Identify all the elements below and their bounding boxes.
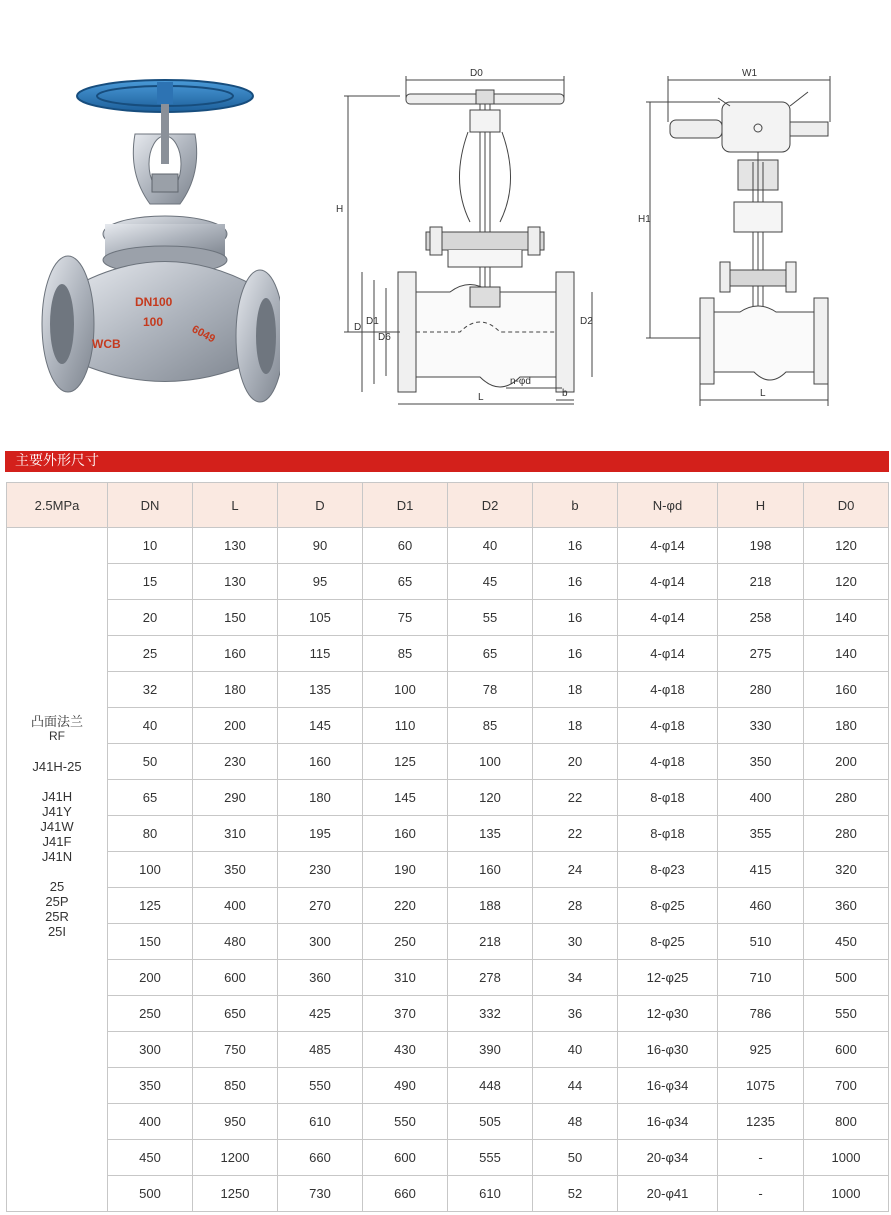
cell-d2: 390 [448, 1032, 533, 1068]
cell-d: 660 [278, 1140, 363, 1176]
model-cell [7, 528, 108, 1212]
table-row [7, 816, 889, 852]
cell-l: 1200 [193, 1140, 278, 1176]
cell-n-phi-d: 8-φ18 [618, 780, 718, 816]
cell-d: 550 [278, 1068, 363, 1104]
cell-h: 925 [718, 1032, 804, 1068]
cell-dn: 250 [108, 996, 193, 1032]
cell-n-phi-d: 16-φ34 [618, 1104, 718, 1140]
cell-d: 115 [278, 636, 363, 672]
cell-d0: 500 [804, 960, 889, 996]
cell-d1: 110 [363, 708, 448, 744]
cell-n-phi-d: 4-φ14 [618, 564, 718, 600]
cell-d1: 600 [363, 1140, 448, 1176]
cell-dn: 32 [108, 672, 193, 708]
cell-n-phi-d: 4-φ14 [618, 528, 718, 564]
cell-b: 50 [533, 1140, 618, 1176]
manual-valve-drawing [330, 62, 610, 422]
cell-d2: 448 [448, 1068, 533, 1104]
model-line: 25I [47, 924, 67, 939]
cell-d2: 120 [448, 780, 533, 816]
label-d0: D0 [470, 68, 483, 79]
header-d2: D2 [448, 483, 533, 528]
table-row [7, 1032, 889, 1068]
cell-l: 950 [193, 1104, 278, 1140]
cell-d0: 200 [804, 744, 889, 780]
cell-d: 195 [278, 816, 363, 852]
cell-d1: 490 [363, 1068, 448, 1104]
cell-n-phi-d: 12-φ25 [618, 960, 718, 996]
cell-d0: 600 [804, 1032, 889, 1068]
cell-b: 20 [533, 744, 618, 780]
marking-dn: DN100 [135, 295, 173, 309]
cell-l: 400 [193, 888, 278, 924]
product-figures [0, 0, 891, 440]
model-gap [7, 864, 107, 879]
cell-d2: 505 [448, 1104, 533, 1140]
table-row [7, 996, 889, 1032]
cell-dn: 450 [108, 1140, 193, 1176]
cell-h: 330 [718, 708, 804, 744]
cell-dn: 500 [108, 1176, 193, 1212]
cell-dn: 50 [108, 744, 193, 780]
cell-d: 730 [278, 1176, 363, 1212]
cell-d1: 250 [363, 924, 448, 960]
label-h1: H1 [638, 214, 651, 225]
cell-d1: 220 [363, 888, 448, 924]
table-body [7, 528, 889, 1212]
cell-l: 130 [193, 528, 278, 564]
table-row [7, 780, 889, 816]
cell-h: - [718, 1176, 804, 1212]
label-d: D [354, 322, 362, 333]
cell-d2: 188 [448, 888, 533, 924]
cell-d: 180 [278, 780, 363, 816]
cell-dn: 20 [108, 600, 193, 636]
cell-dn: 300 [108, 1032, 193, 1068]
cell-d: 360 [278, 960, 363, 996]
cell-n-phi-d: 16-φ30 [618, 1032, 718, 1068]
model-line: J41H-25 [32, 759, 82, 774]
cell-n-phi-d: 20-φ34 [618, 1140, 718, 1176]
cell-h: 218 [718, 564, 804, 600]
cell-h: 460 [718, 888, 804, 924]
cell-b: 36 [533, 996, 618, 1032]
cell-l: 850 [193, 1068, 278, 1104]
cell-d0: 550 [804, 996, 889, 1032]
cell-d1: 550 [363, 1104, 448, 1140]
table-row [7, 924, 889, 960]
model-line: 25R [45, 909, 69, 924]
cell-h: 1075 [718, 1068, 804, 1104]
table-row [7, 672, 889, 708]
cell-b: 18 [533, 672, 618, 708]
label-bolt: n-φd [510, 376, 531, 387]
cell-h: 710 [718, 960, 804, 996]
cell-h: 355 [718, 816, 804, 852]
cell-b: 18 [533, 708, 618, 744]
cell-h: 350 [718, 744, 804, 780]
cell-d2: 100 [448, 744, 533, 780]
cell-l: 180 [193, 672, 278, 708]
cell-l: 200 [193, 708, 278, 744]
cell-dn: 10 [108, 528, 193, 564]
cell-l: 160 [193, 636, 278, 672]
table-row [7, 1176, 889, 1212]
cell-dn: 100 [108, 852, 193, 888]
model-line: J41Y [42, 804, 72, 819]
cell-d: 160 [278, 744, 363, 780]
cell-l: 600 [193, 960, 278, 996]
section-title: 主要外形尺寸 [5, 451, 889, 472]
cell-d0: 700 [804, 1068, 889, 1104]
header-dn: DN [108, 483, 193, 528]
model-line: J41N [41, 849, 73, 864]
cell-h: 786 [718, 996, 804, 1032]
table-row [7, 744, 889, 780]
model-line: 25P [45, 894, 69, 909]
cell-d1: 310 [363, 960, 448, 996]
marking-material: WCB [92, 337, 121, 351]
cell-d0: 320 [804, 852, 889, 888]
label-d6: D6 [378, 332, 391, 343]
cell-d: 135 [278, 672, 363, 708]
cell-l: 150 [193, 600, 278, 636]
header-b: b [533, 483, 618, 528]
cell-d: 95 [278, 564, 363, 600]
label-w1: W1 [742, 68, 757, 79]
cell-d2: 65 [448, 636, 533, 672]
valve-photo [40, 74, 280, 414]
cell-dn: 40 [108, 708, 193, 744]
cell-l: 480 [193, 924, 278, 960]
cell-n-phi-d: 8-φ25 [618, 888, 718, 924]
cell-d1: 430 [363, 1032, 448, 1068]
cell-n-phi-d: 4-φ14 [618, 636, 718, 672]
cell-b: 28 [533, 888, 618, 924]
cell-d0: 120 [804, 528, 889, 564]
cell-d0: 140 [804, 600, 889, 636]
cell-b: 44 [533, 1068, 618, 1104]
cell-d2: 218 [448, 924, 533, 960]
cell-h: 258 [718, 600, 804, 636]
cell-dn: 65 [108, 780, 193, 816]
cell-n-phi-d: 12-φ30 [618, 996, 718, 1032]
table-row [7, 528, 889, 564]
cell-l: 350 [193, 852, 278, 888]
cell-h: 510 [718, 924, 804, 960]
cell-d: 485 [278, 1032, 363, 1068]
cell-l: 1250 [193, 1176, 278, 1212]
model-gap [7, 744, 107, 759]
cell-d2: 555 [448, 1140, 533, 1176]
cell-d: 230 [278, 852, 363, 888]
table-row [7, 960, 889, 996]
cell-d2: 160 [448, 852, 533, 888]
cell-l: 650 [193, 996, 278, 1032]
cell-d0: 360 [804, 888, 889, 924]
cell-d0: 280 [804, 816, 889, 852]
cell-b: 40 [533, 1032, 618, 1068]
cell-b: 22 [533, 816, 618, 852]
cell-b: 30 [533, 924, 618, 960]
cell-dn: 15 [108, 564, 193, 600]
cell-d2: 610 [448, 1176, 533, 1212]
cell-b: 16 [533, 600, 618, 636]
marking-size: 100 [143, 315, 164, 329]
label-h: H [336, 204, 344, 215]
cell-d2: 78 [448, 672, 533, 708]
cell-b: 16 [533, 636, 618, 672]
cell-h: 198 [718, 528, 804, 564]
table-header [7, 483, 889, 528]
dimension-table [6, 482, 889, 1212]
cell-b: 34 [533, 960, 618, 996]
model-line: J41F [42, 834, 72, 849]
cell-d0: 280 [804, 780, 889, 816]
cell-h: 400 [718, 780, 804, 816]
cell-d: 145 [278, 708, 363, 744]
cell-d1: 100 [363, 672, 448, 708]
cell-b: 16 [533, 528, 618, 564]
marking-number: 6049 [189, 323, 218, 346]
cell-d1: 65 [363, 564, 448, 600]
table-row [7, 600, 889, 636]
cell-d: 105 [278, 600, 363, 636]
header-n-phi-d: N-φd [618, 483, 718, 528]
model-gap [7, 774, 107, 789]
table-row [7, 636, 889, 672]
cell-d1: 370 [363, 996, 448, 1032]
header-d1: D1 [363, 483, 448, 528]
cell-n-phi-d: 16-φ34 [618, 1068, 718, 1104]
label-l-electric: L [760, 388, 766, 399]
cell-d0: 160 [804, 672, 889, 708]
cell-d0: 1000 [804, 1140, 889, 1176]
cell-d: 300 [278, 924, 363, 960]
cell-l: 290 [193, 780, 278, 816]
table-row [7, 708, 889, 744]
cell-dn: 125 [108, 888, 193, 924]
table-row [7, 852, 889, 888]
cell-n-phi-d: 8-φ25 [618, 924, 718, 960]
cell-b: 22 [533, 780, 618, 816]
label-d2: D2 [580, 316, 593, 327]
header-d0: D0 [804, 483, 889, 528]
cell-dn: 25 [108, 636, 193, 672]
cell-d2: 55 [448, 600, 533, 636]
cell-d1: 660 [363, 1176, 448, 1212]
cell-d0: 800 [804, 1104, 889, 1140]
cell-d: 610 [278, 1104, 363, 1140]
cell-b: 48 [533, 1104, 618, 1140]
model-line: 凸面法兰 [30, 714, 83, 729]
cell-d1: 125 [363, 744, 448, 780]
label-d1: D1 [366, 316, 379, 327]
cell-l: 310 [193, 816, 278, 852]
cell-n-phi-d: 4-φ18 [618, 744, 718, 780]
cell-dn: 80 [108, 816, 193, 852]
header-pressure: 2.5MPa [7, 483, 108, 528]
cell-dn: 350 [108, 1068, 193, 1104]
header-h: H [718, 483, 804, 528]
label-b: b [562, 388, 568, 399]
cell-d0: 180 [804, 708, 889, 744]
cell-h: 1235 [718, 1104, 804, 1140]
cell-h: 415 [718, 852, 804, 888]
cell-n-phi-d: 4-φ18 [618, 672, 718, 708]
cell-b: 24 [533, 852, 618, 888]
cell-d0: 450 [804, 924, 889, 960]
model-line: J41W [40, 819, 74, 834]
cell-d1: 160 [363, 816, 448, 852]
cell-n-phi-d: 8-φ23 [618, 852, 718, 888]
cell-d1: 190 [363, 852, 448, 888]
cell-d0: 120 [804, 564, 889, 600]
table-row [7, 1104, 889, 1140]
cell-d1: 75 [363, 600, 448, 636]
cell-d: 425 [278, 996, 363, 1032]
table-row [7, 888, 889, 924]
header-l: L [193, 483, 278, 528]
table-row [7, 1140, 889, 1176]
cell-h: 275 [718, 636, 804, 672]
cell-d1: 85 [363, 636, 448, 672]
cell-d: 270 [278, 888, 363, 924]
table-row [7, 564, 889, 600]
cell-l: 230 [193, 744, 278, 780]
cell-l: 750 [193, 1032, 278, 1068]
cell-n-phi-d: 4-φ14 [618, 600, 718, 636]
cell-n-phi-d: 20-φ41 [618, 1176, 718, 1212]
table-row [7, 1068, 889, 1104]
cell-dn: 200 [108, 960, 193, 996]
model-line: 25 [49, 879, 65, 894]
cell-d2: 135 [448, 816, 533, 852]
cell-d2: 85 [448, 708, 533, 744]
cell-d1: 60 [363, 528, 448, 564]
cell-d0: 1000 [804, 1176, 889, 1212]
label-l: L [478, 392, 484, 403]
cell-d1: 145 [363, 780, 448, 816]
cell-l: 130 [193, 564, 278, 600]
model-line: J41H [41, 789, 73, 804]
cell-d: 90 [278, 528, 363, 564]
cell-d2: 278 [448, 960, 533, 996]
model-line: RF [49, 729, 65, 743]
cell-n-phi-d: 8-φ18 [618, 816, 718, 852]
cell-b: 16 [533, 564, 618, 600]
header-d: D [278, 483, 363, 528]
cell-dn: 150 [108, 924, 193, 960]
cell-b: 52 [533, 1176, 618, 1212]
electric-valve-drawing [630, 62, 880, 422]
cell-d2: 40 [448, 528, 533, 564]
cell-d2: 332 [448, 996, 533, 1032]
cell-d2: 45 [448, 564, 533, 600]
cell-d0: 140 [804, 636, 889, 672]
cell-h: 280 [718, 672, 804, 708]
cell-n-phi-d: 4-φ18 [618, 708, 718, 744]
cell-dn: 400 [108, 1104, 193, 1140]
cell-h: - [718, 1140, 804, 1176]
